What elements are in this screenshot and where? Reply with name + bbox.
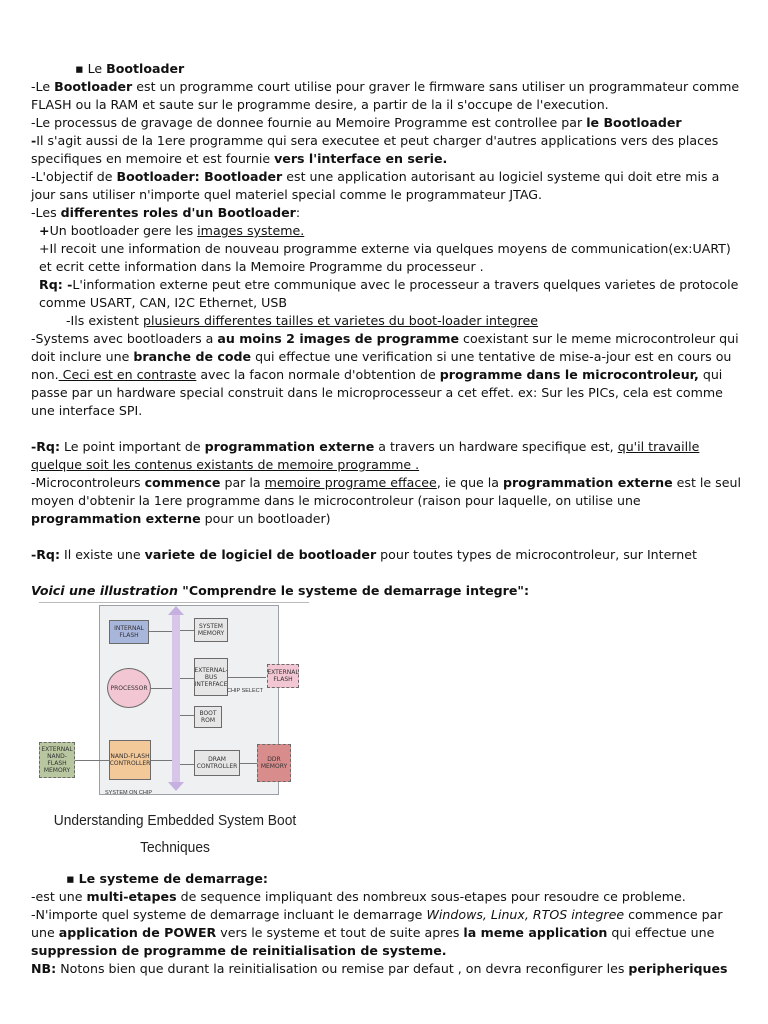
bus-arrow [172,612,180,782]
external-nand-block: EXTERNAL NAND-FLASH MEMORY [39,742,75,778]
paragraph-process: -Le processus de gravage de donnee fournie au Memoire Programme est controllee par le Bootloader [31,115,682,130]
processor-block: PROCESSOR [107,668,151,708]
section-title-boot-system: ▪ Le systeme de demarrage: [66,871,268,886]
boot-rom-block: BOOT ROM [194,706,222,728]
role-item-receive: +Il recoit une information de nouveau programme externe via quelques moyens de communication(ex:UART) et ecrit cette information dans la Memoire Programme du processeur . [39,241,731,274]
bus-arrow-down [168,782,184,791]
paragraph-microcontrollers: -Microcontroleurs commence par la memoire programe effacee, ie que la programmation externe est le seul moyen d'obtenir la 1ere programme dans le microcontroleur (raison pour laquelle, on utilise une programmation externe pour un bootloader) [31,475,741,526]
boot-diagram-figure [37,602,313,864]
paragraph-sizes: -Ils existent plusieurs differentes tailles et varietes du boot-loader integree [66,313,539,328]
paragraph-definition: -Le Bootloader est un programme court utilise pour graver le firmware sans utiliser un programmateur comme FLASH ou la RAM et saute sur le programme desire, a partir de la il s'occupe de l'execution. [31,79,740,112]
paragraph-first-program: -Il s'agit aussi de la 1ere programme qui sera executee et peut charger d'autres applications vers des places specifiques en memoire et est fournie vers l'interface en serie. [31,133,719,166]
section-title-bootloader: ▪ Le Bootloader [75,61,185,76]
bullet: ▪ [75,61,84,76]
dram-controller-block: DRAM CONTROLLER [194,750,240,776]
bus-arrow-up [168,606,184,615]
bullet: ▪ [66,871,75,886]
figure-caption-line1: Understanding Embedded System Boot [53,812,297,829]
paragraph-systems: -Systems avec bootloaders a au moins 2 images de programme coexistant sur le meme microcontroleur qui doit inclure une branche de code qui effectue une verification si une tentative de mise-a-jour est en cours ou non. Ceci est en contraste avec la facon normale d'obtention de programme dans le microcontroleur, qui passe par un hardware special construit dans le microprocesseur a cet effet. ex: Sur les PICs, cela est comme une interface SPI. [31,331,739,418]
chip-select-label: CHIP SELECT [227,688,263,694]
note-reinit: NB: Notons bien que durant la reinitialisation ou remise par defaut , on devra reconfigurer les peripheriques [31,961,728,976]
system-memory-block: SYSTEM MEMORY [194,618,228,642]
paragraph-multistep: -est une multi-etapes de sequence impliquant des nombreux sous-etapes pour resoudre ce probleme. [31,889,686,904]
external-flash-block: EXTERNAL FLASH [267,664,299,688]
role-item-images: +Un bootloader gere les images systeme. [39,223,305,238]
ddr-memory-block: DDR MEMORY [257,744,291,782]
internal-flash-block: INTERNAL FLASH [109,620,149,644]
remark-software-variety: -Rq: Il existe une variete de logiciel de bootloader pour toutes types de microcontroleur, sur Internet [31,547,697,562]
remark-external-programming: -Rq: Le point important de programmation externe a travers un hardware specifique est, qu'il travaille quelque soit les contenus existants de memoire programme . [31,439,700,472]
soc-label: SYSTEM ON CHIP [105,790,153,796]
nand-controller-block: NAND-FLASH CONTROLLER [109,740,151,780]
external-bus-block: EXTERNAL-BUS INTERFACE [194,658,228,696]
paragraph-objective: -L'objectif de Bootloader: Bootloader est une application autorisant au logiciel systeme qui doit etre mis a jour sans utiliser n'importe quel materiel special comme le programmateur JTAG. [31,169,720,202]
paragraph-power: -N'importe quel systeme de demarrage incluant le demarrage Windows, Linux, RTOS integree commence par une application de POWER vers le systeme et tout de suite apres la meme application qui effectue une suppression de programme de reinitialisation de systeme. [31,907,723,958]
paragraph-roles: -Les differentes roles d'un Bootloader: [31,205,301,220]
document-page [31,60,743,978]
remark-protocols: Rq: -L'information externe peut etre communique avec le processeur a travers quelques varietes de protocole comme USART, CAN, I2C Ethernet, USB [39,277,739,310]
figure-caption-line2: Techniques [140,839,210,856]
illustration-intro: Voici une illustration "Comprendre le systeme de demarrage integre": [31,583,530,598]
